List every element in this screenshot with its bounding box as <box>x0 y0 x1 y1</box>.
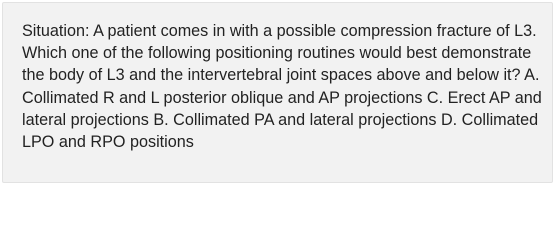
question-text: Situation: A patient comes in with a possible compression fracture of L3. Which one of the following positioning routines would best demonstrate the body of L3 and the intervertebral joint spaces above and below it? A. Collimated R and L posterior oblique and AP projections C. Erect AP and lateral projections B. Collimated PA and lateral projections D. Collimated LPO and RPO positions <box>22 22 542 152</box>
question-card <box>2 2 553 183</box>
